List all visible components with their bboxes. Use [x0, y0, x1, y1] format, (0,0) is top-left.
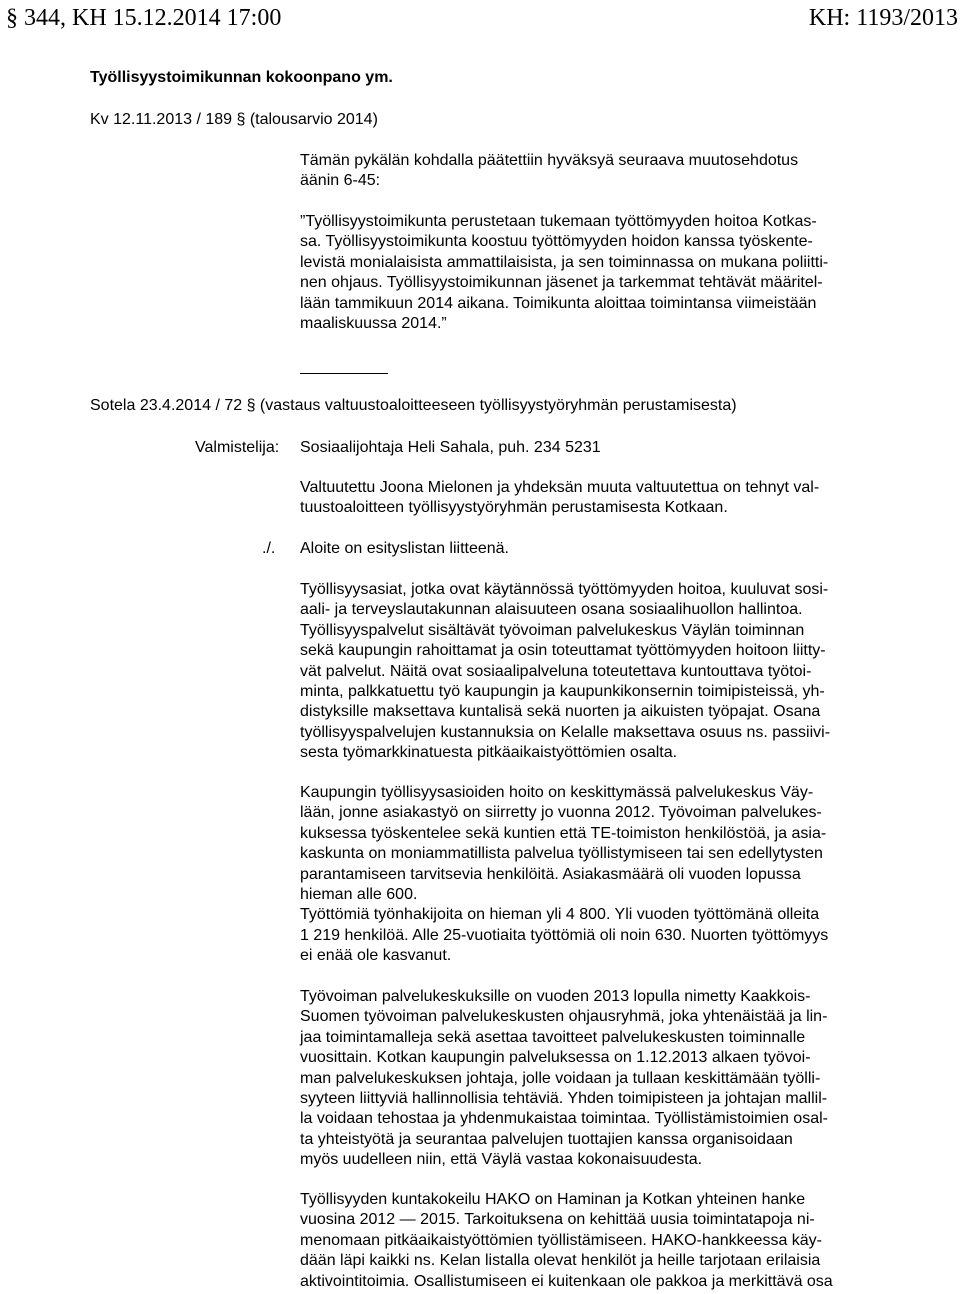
separator-line	[300, 373, 388, 374]
text-line: aktivointitoimia. Osallistumiseen ei kuitenkaan ole pakkoa ja merkittävä osa	[300, 1272, 833, 1290]
text-line: Työvoiman palvelukeskuksille on vuoden 2013 lopulla nimetty Kaakkois-	[300, 988, 811, 1005]
motion-text	[300, 478, 900, 519]
case-number: KH: 1193/2013	[808, 5, 958, 31]
text-line: Työllisyyspalvelut sisältävät työvoiman palvelukeskus Väylän toiminnan	[300, 621, 805, 639]
attachment-marker: ./.	[262, 540, 276, 557]
text-line: jaa toimintamalleja sekä asettaa tavoitteet palvelukeskusten toiminnalle	[300, 1028, 806, 1046]
paragraph-3	[300, 987, 900, 1171]
text-line: nen ohjaus. Työllisyystoimikunnan jäsenet ja tarkemmat tehtävät määritel-	[300, 274, 823, 292]
text-line: minta, palkkatuettu työ kaupungin ja kaupunkikonsernin toimipisteissä, yh-	[300, 682, 825, 700]
text-line: Työllisyysasiat, jotka ovat käytännössä työttömyyden hoitoa, kuuluvat sosi-	[300, 581, 829, 598]
text-line: ta yhteistyötä ja seurantaa palvelujen tuottajien kanssa organisoidaan	[300, 1130, 793, 1148]
text-line: sesta työmarkkinatuesta pitkäaikaistyöttömien osalta.	[300, 744, 678, 762]
text-line: parantamiseen tarvitsevia henkilöitä. Asiakasmäärä oli vuoden lopussa	[300, 865, 801, 883]
text-line: sa. Työllisyystoimikunta koostuu työttömyyden hoidon kanssa työskente-	[300, 233, 813, 251]
section-reference: § 344, KH 15.12.2014 17:00	[6, 5, 282, 31]
text-line: sekä kaupungin rahoittamat ja osin toteuttamat työttömyyden hoitoon liitty-	[300, 642, 826, 660]
text-line: kuksessa työskentelee sekä kuntien että TE-toimiston henkilöstöä, ja asia-	[300, 824, 827, 842]
text-line: hieman alle 600.	[300, 885, 418, 903]
text-line: Työttömiä työnhakijoita on hieman yli 4 800. Yli vuoden työttömänä olleita	[300, 906, 820, 924]
text-line: aali- ja terveyslautakunnan alaisuuteen osana sosiaalihuollon hallintoa.	[300, 601, 803, 619]
preparer-value: Sosiaalijohtaja Heli Sahala, puh. 234 5231	[300, 439, 601, 456]
kv-reference-line: Kv 12.11.2013 / 189 § (talousarvio 2014)	[90, 111, 378, 128]
text-line: tuustoaloitteen työllisyystyöryhmän perustamisesta Kotkaan.	[300, 499, 728, 517]
attachment-note: Aloite on esityslistan liitteenä.	[300, 540, 509, 557]
text-line: dään läpi kaikki ns. Kelan listalla olevat henkilöt ja heille tarjotaan erilaisia	[300, 1252, 821, 1270]
text-line: myös uudelleen niin, että Väylä vastaa kokonaisuudesta.	[300, 1151, 703, 1169]
text-line: Kaupungin työllisyysasioiden hoito on keskittymässä palvelukeskus Väy-	[300, 784, 814, 801]
text-line: syyteen liittyviä hallinnollisia tehtäviä. Yhden toimipisteen ja johtajan mallil-	[300, 1089, 828, 1107]
text-line: Tämän pykälän kohdalla päätettiin hyväksyä seuraava muutosehdotus	[300, 152, 799, 169]
text-line: ei enää ole kasvanut.	[300, 947, 452, 965]
text-line: Valtuutettu Joona Mielonen ja yhdeksän muuta valtuutettua on tehnyt val-	[300, 479, 820, 496]
text-line: vuosina 2012 — 2015. Tarkoituksena on kehittää uusia toimintatapoja ni-	[300, 1211, 815, 1229]
text-line: maaliskuussa 2014.”	[300, 314, 447, 332]
text-line: ”Työllisyystoimikunta perustetaan tukemaan työttömyyden hoitoa Kotkas-	[300, 213, 817, 230]
document-heading: Työllisyystoimikunnan kokoonpano ym.	[90, 69, 393, 86]
text-line: lään tammikuun 2014 aikana. Toimikunta aloittaa toimintansa viimeistään	[300, 294, 817, 312]
text-line: 1 219 henkilöä. Alle 25-vuotiaita työttömiä oli noin 630. Nuorten työttömyys	[300, 926, 829, 944]
text-line: vät palvelut. Näitä ovat sosiaalipalveluna toteutettava kuntouttava työtoi-	[300, 662, 812, 680]
sotela-reference-line: Sotela 23.4.2014 / 72 § (vastaus valtuustoaloitteeseen työllisyystyöryhmän perustamisesta)	[90, 397, 737, 414]
paragraph-2	[300, 783, 900, 967]
text-line: vuosittain. Kotkan kaupungin palveluksessa on 1.12.2013 alkaen työvoi-	[300, 1049, 811, 1067]
text-line: distyksille maksettava kuntalisä sekä nuorten ja aikuisten työpajat. Osana	[300, 703, 821, 721]
text-line: la voidaan tehostaa ja yhdenmukaistaa toimintaa. Työllistämistoimien osal-	[300, 1110, 828, 1128]
text-line: Työllisyyden kuntakokeilu HAKO on Haminan ja Kotkan yhteinen hanke	[300, 1191, 806, 1208]
text-line: menomaan pitkäaikaistyöttömien työllistämiseen. HAKO-hankkeessa käy-	[300, 1231, 823, 1249]
paragraph-4	[300, 1190, 900, 1292]
text-line: kaskunta on moniammatillista palvelua työllistymiseen tai sen edellytysten	[300, 845, 823, 863]
preparer-label: Valmistelija:	[195, 439, 280, 456]
paragraph-1	[300, 580, 900, 764]
text-line: Suomen työvoiman palvelukeskusten ohjausryhmä, joka yhtenäistää ja lin-	[300, 1008, 828, 1026]
kv-intro	[300, 151, 900, 192]
text-line: levistä monialaisista ammattilaisista, ja sen toiminnassa on mukana poliitti-	[300, 253, 829, 271]
text-line: man palvelukeskuksen johtaja, jolle voidaan ja tullaan keskittämään työlli-	[300, 1069, 821, 1087]
text-line: lään, jonne asiakastyö on siirretty jo vuonna 2012. Työvoiman palvelukes-	[300, 804, 822, 822]
kv-quote	[300, 212, 900, 334]
text-line: työllisyyspalvelujen kustannuksia on Kelalle maksettava osuus ns. passiivi-	[300, 723, 831, 741]
text-line: äänin 6-45:	[300, 172, 381, 190]
